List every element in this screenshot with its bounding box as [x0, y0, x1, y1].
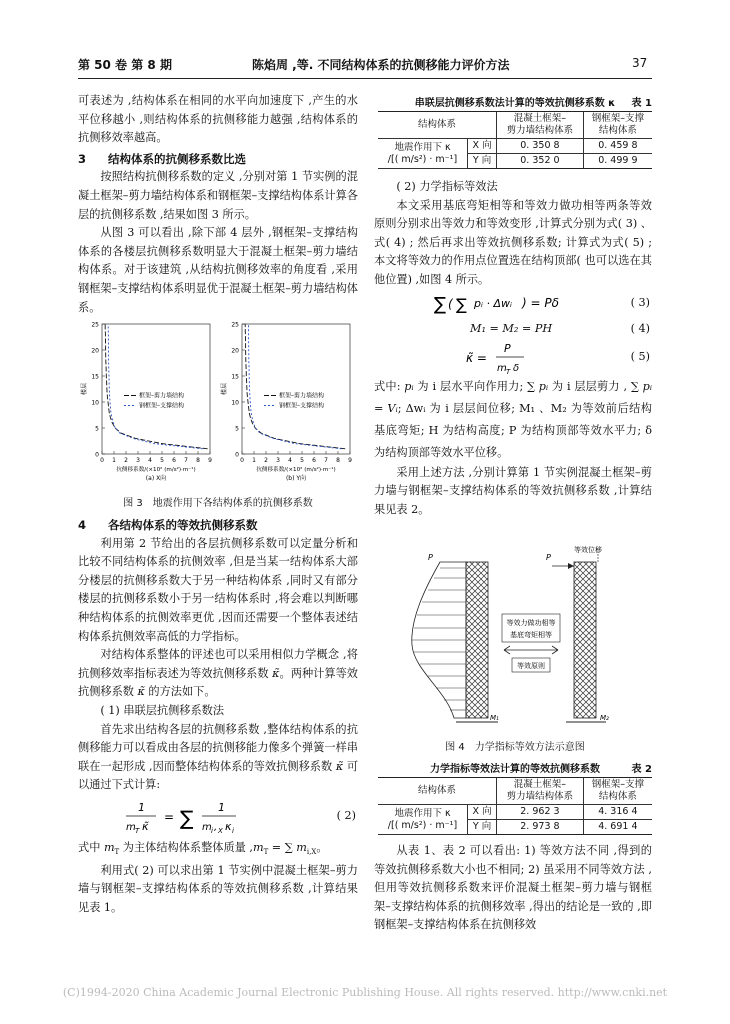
- x-tick-label: 0: [100, 457, 104, 464]
- table-row-label: 地震作用下 κ /[( m/s²) · m⁻¹]: [378, 139, 468, 169]
- svg-text:δ: δ: [513, 362, 520, 374]
- section-heading: 4 各结构体系的等效抗侧移系数: [78, 518, 258, 532]
- y-tick-label: 10: [91, 399, 99, 407]
- equation-2: [78, 797, 358, 837]
- table-2-caption: 力学指标等效法计算的等效抗侧移系数 表 2: [430, 764, 652, 775]
- y-tick-label: 10: [231, 399, 239, 407]
- x-tick-label: 2: [124, 457, 128, 464]
- table-row-label: 地震作用下 κ /[( m/s²) · m⁻¹]: [378, 805, 468, 835]
- y-tick-label: 5: [235, 425, 239, 433]
- y-tick-label: 25: [231, 321, 239, 329]
- left-column: [78, 92, 358, 317]
- x-tick-label: 4: [288, 457, 292, 464]
- y-tick-label: 20: [91, 347, 99, 355]
- legend-label: 框架–剪力墙结构: [279, 392, 325, 400]
- x-axis-label: 抗侧移系数/(×10² (m/s²)·m⁻¹): [256, 467, 336, 473]
- chart-subtitle: (b) Y向: [285, 475, 307, 482]
- equivalence-principle-box: [502, 614, 560, 672]
- svg-text:pᵢ · Δwᵢ: pᵢ · Δwᵢ: [474, 296, 512, 310]
- figure-3: [80, 318, 356, 490]
- svg-text:κ̃ =: κ̃ =: [466, 350, 487, 365]
- table-cell: 0. 350 8: [497, 139, 584, 154]
- svg-text:P: P: [504, 341, 511, 355]
- y-tick-label: 15: [231, 373, 239, 381]
- equation-number: ( 2): [336, 808, 356, 822]
- y-axis-label: 楼层: [221, 382, 228, 396]
- equation-3: [374, 290, 652, 318]
- svg-text:κ: κ: [225, 819, 232, 833]
- equation-number: ( 4): [630, 321, 650, 335]
- x-tick-label: 6: [172, 457, 176, 464]
- svg-text:等效原则: 等效原则: [517, 662, 545, 670]
- series-line: [108, 324, 203, 449]
- table-cell: 0. 499 9: [583, 154, 652, 169]
- y-tick-label: 0: [95, 451, 99, 459]
- x-tick-label: 3: [276, 457, 280, 464]
- table-header: 结构体系: [378, 112, 497, 139]
- chart-subtitle: (a) X向: [145, 475, 167, 482]
- paragraph: 按照结构抗侧移系数的定义 ,分别对第 1 节实例的混凝土框架–剪力墙结构体系和钢框架–支撑结构体系计算各层的抗侧移系数 ,结果如图 3 所示。: [78, 170, 358, 221]
- moment-label: M₁: [490, 714, 499, 722]
- x-tick-label: 0: [240, 457, 244, 464]
- paragraph: 从图 3 可以看出 ,除下部 4 层外 ,钢框架–支撑结构体系的各楼层抗侧移系数明显大于混凝土框架–剪力墙结构体系。对于该建筑 ,从结构抗侧移效率的角度看 ,采用钢框架–支撑结构体系明显优于混凝土框架–剪力墙结构体系。: [78, 226, 358, 314]
- equation-number: ( 3): [630, 295, 650, 309]
- page-number: 37: [632, 56, 648, 70]
- y-axis-label: 楼层: [81, 382, 88, 396]
- journal-issue: 第 50 卷 第 8 期: [78, 58, 172, 72]
- table-cell: X 向: [468, 805, 497, 820]
- x-tick-label: 1: [112, 457, 116, 464]
- svg-text:=: =: [164, 809, 175, 824]
- table-cell: Y 向: [468, 820, 497, 835]
- table-header: 结构体系: [378, 778, 497, 805]
- subheading: ( 2) 力学指标等效法: [396, 180, 498, 193]
- svg-text:m: m: [202, 821, 212, 833]
- table-cell: 4. 691 4: [583, 820, 652, 835]
- svg-text:∑: ∑: [434, 293, 447, 315]
- x-tick-label: 3: [136, 457, 140, 464]
- equation-5: [374, 340, 652, 376]
- paragraph: 可表述为 ,结构体系在相同的水平向加速度下 ,产生的水平位移越小 ,则结构体系的抗侧移能力越强 ,结构体系的抗侧移效率越高。: [78, 94, 358, 145]
- table-header: 混凝土框架– 剪力墙结构体系: [497, 778, 584, 805]
- paragraph: 式中: pᵢ 为 i 层水平向作用力; ∑ pᵢ 为 i 层层剪力 , ∑ pᵢ = Vᵢ; Δwᵢ 为 i 层层间位移; M₁ 、M₂ 为等效前后结构基底弯矩; H 为结构高度; P 为结构顶部等效水平力; δ 为结构顶部等效水平位移。: [374, 379, 652, 459]
- table-header: 混凝土框架– 剪力墙结构体系: [497, 112, 584, 139]
- y-tick-label: 0: [235, 451, 239, 459]
- svg-text:1: 1: [218, 800, 225, 814]
- x-tick-label: 1: [252, 457, 256, 464]
- x-tick-label: 7: [184, 457, 188, 464]
- y-tick-label: 15: [91, 373, 99, 381]
- displacement-label: 等效位移: [574, 546, 602, 554]
- copyright-footer: (C)1994-2020 China Academic Journal Electronic Publishing House. All rights reserved. http://www.cnki.net: [62, 986, 668, 999]
- plot-frame: [102, 324, 210, 454]
- svg-text:i: i: [232, 826, 234, 835]
- x-tick-label: 9: [348, 457, 352, 464]
- svg-text:i: i: [211, 826, 213, 835]
- table-cell: X 向: [468, 139, 497, 154]
- right-column: [374, 178, 652, 519]
- paragraph: 利用式( 2) 可以求出第 1 节实例中混凝土框架–剪力墙与钢框架–支撑结构体系的等效抗侧移系数 ,计算结果见表 1。: [78, 863, 358, 914]
- table-cell: 4. 316 4: [583, 805, 652, 820]
- figure-3-caption: 图 3 地震作用下各结构体系的抗侧移系数: [123, 498, 313, 509]
- svg-text:X: X: [218, 826, 223, 835]
- x-axis-label: 抗侧移系数/(×10² (m/s²)·m⁻¹): [116, 467, 196, 473]
- legend-label: 钢框架–支撑结构: [139, 402, 185, 410]
- svg-text:κ̃: κ̃: [142, 819, 149, 833]
- svg-text:m: m: [497, 362, 507, 374]
- equation-4: M₁ = M₂ = PH ( 4): [374, 318, 652, 340]
- x-tick-label: 7: [324, 457, 328, 464]
- table-cell: 2. 973 8: [497, 820, 584, 835]
- table-header: 钢框架–支撑 结构体系: [583, 778, 652, 805]
- table-1-caption: 串联层抗侧移系数法计算的等效抗侧移系数 κ 表 1: [414, 98, 652, 109]
- figure-4: [406, 540, 626, 732]
- svg-text:1: 1: [138, 800, 145, 814]
- table-cell: 2. 962 3: [497, 805, 584, 820]
- legend-label: 钢框架–支撑结构: [279, 402, 325, 410]
- x-tick-label: 8: [196, 457, 200, 464]
- y-tick-label: 20: [231, 347, 239, 355]
- svg-text:∑: ∑: [456, 294, 467, 314]
- table-cell: Y 向: [468, 154, 497, 169]
- figure-4-caption: 图 4 力学指标等效方法示意图: [445, 742, 585, 753]
- paragraph: 利用第 2 节给出的各层抗侧移系数可以定量分析和比较不同结构体系的抗侧效率 ,但是当某一结构体系大部分楼层的抗侧移系数大于另一种结构体系 ,同时又有部分楼层的抗侧移系数小于另一结构体系时 ,将会难以判断哪种结构体系的抗侧效率更优 ,因而还需要一个整体表述结构体系抗侧效率高低的力学指标。: [78, 536, 358, 643]
- paragraph: 式中 $m_T$ 为主体结构体系整体质量 $,m_T$ = ∑ $m_{i,X}$。: [78, 840, 328, 857]
- svg-text:T: T: [506, 367, 511, 376]
- y-tick-label: 5: [95, 425, 99, 433]
- right-column-lower: [374, 842, 652, 935]
- svg-text:,: ,: [214, 821, 218, 833]
- table-1: [378, 94, 652, 169]
- subheading: ( 1) 串联层抗侧移系数法: [100, 703, 225, 717]
- x-tick-label: 4: [148, 457, 152, 464]
- svg-text:基底弯矩相等: 基底弯矩相等: [510, 631, 552, 639]
- svg-text:∑: ∑: [180, 805, 194, 830]
- force-label: P: [546, 553, 551, 562]
- svg-text:m: m: [126, 821, 136, 833]
- left-column-lower: [78, 516, 358, 918]
- table-2: [378, 760, 652, 835]
- series-line: [245, 324, 345, 449]
- moment-label: M₂: [600, 714, 609, 722]
- plot-frame: [242, 324, 350, 454]
- chart-y-direction: [220, 322, 352, 483]
- table-cell: 0. 459 8: [583, 139, 652, 154]
- svg-text:) = Pδ: ) = Pδ: [522, 295, 559, 310]
- chart-x-direction: [80, 322, 212, 483]
- x-tick-label: 2: [264, 457, 268, 464]
- y-tick-label: 25: [91, 321, 99, 329]
- svg-text:T: T: [135, 826, 140, 835]
- series-line: [105, 324, 207, 449]
- svg-text:等效力做功相等: 等效力做功相等: [506, 619, 556, 627]
- equation-number: ( 5): [630, 349, 650, 363]
- paragraph: 首先求出结构各层的抗侧移系数 ,整体结构体系的抗侧移能力可以看成由各层的抗侧移能力像多个弹簧一样串联在一起形成 ,因而整体结构体系的等效抗侧移系数 κ̃ 可以通过下式计算:: [78, 722, 359, 792]
- table-header: 钢框架–支撑 结构体系: [583, 112, 652, 139]
- x-tick-label: 5: [160, 457, 164, 464]
- paragraph: 对结构体系整体的评述也可以采用相似力学概念 ,将抗侧移效率指标表述为等效抗侧移系数 κ̃。两种计算等效抗侧移系数 κ̃ 的方法如下。: [78, 648, 358, 699]
- series-line: [249, 324, 342, 449]
- svg-text:(: (: [448, 296, 453, 311]
- section-heading: 3 结构体系的抗侧移系数比选: [78, 151, 246, 166]
- table-cell: 0. 352 0: [497, 154, 584, 169]
- x-tick-label: 6: [312, 457, 316, 464]
- original-structure: [412, 553, 499, 722]
- force-label: P: [428, 553, 433, 562]
- x-tick-label: 5: [300, 457, 304, 464]
- paragraph: 从表 1、表 2 可以看出: 1) 等效方法不同 ,得到的等效抗侧移系数大小也不相同; 2) 虽采用不同等效方法 ,但用等效抗侧移系数来评价混凝土框架–剪力墙与钢框架–支撑结构体系的抗侧移效率 ,得出的结论是一致的 ,即钢框架–支撑结构体系在抗侧移效: [374, 844, 652, 932]
- paragraph: 采用上述方法 ,分别计算第 1 节实例混凝土框架–剪力墙与钢框架–支撑结构体系的等效抗侧移系数 ,计算结果见表 2。: [374, 465, 652, 516]
- legend-label: 框架–剪力墙结构: [139, 392, 185, 400]
- x-tick-label: 8: [336, 457, 340, 464]
- header-rule: [78, 78, 652, 79]
- x-tick-label: 9: [208, 457, 212, 464]
- running-title: 陈焰周 ,等. 不同结构体系的抗侧移能力评价方法: [252, 58, 510, 72]
- paragraph: 本文采用基底弯矩相等和等效力做功相等两条等效原则分别求出等效力和等效变形 ,计算式分别为式( 3) 、式( 4) ; 然后再求出等效抗侧移系数; 计算式为式( 5) ; 本文将等效力的作用点位置选在结构顶部( 也可以选在其他位置) ,如图 4 所示。: [374, 198, 652, 286]
